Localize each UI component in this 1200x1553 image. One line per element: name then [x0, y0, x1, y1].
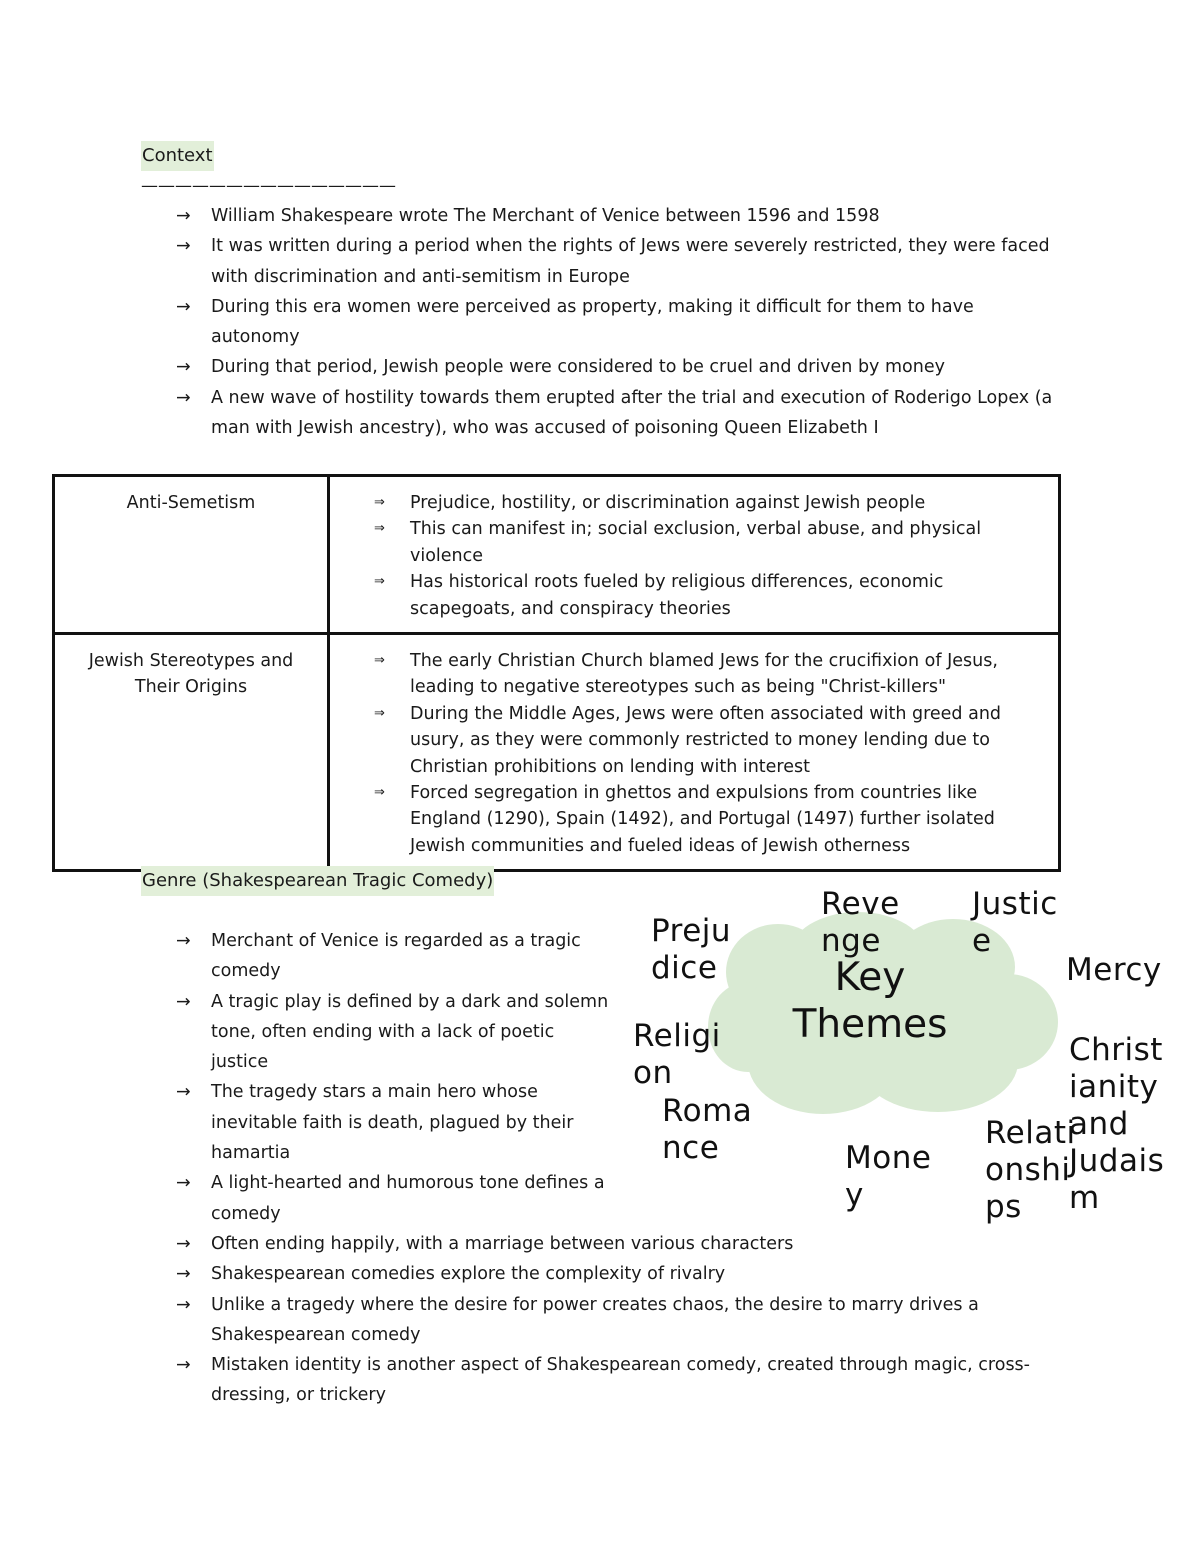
theme-christianity-and-judaism: Christ ianity and Judais m: [1069, 1032, 1165, 1216]
genre-bullet: [141, 1168, 611, 1229]
genre-bullet: [141, 1077, 611, 1168]
context-bullet: [141, 231, 1061, 292]
genre-bullet-text: Merchant of Venice is regarded as a tragic comedy: [211, 931, 581, 982]
genre-bullet-text: The tragedy stars a main hero whose inevitable faith is death, plagued by their hamartia: [211, 1082, 574, 1164]
context-bullet: [141, 383, 1061, 444]
heading-rule: ———————————————: [141, 176, 396, 196]
genre-bullet-text: Unlike a tragedy where the desire for power creates chaos, the desire to marry drives a Shakespearean comedy: [211, 1294, 979, 1345]
genre-bullet-text: Mistaken identity is another aspect of Shakespearean comedy, created through magic, cross-dressing, or trickery: [211, 1355, 1030, 1406]
genre-bullet: [141, 1259, 1061, 1289]
genre-bullet-list-narrow: [141, 926, 611, 1229]
arrow-icon: →: [176, 296, 191, 317]
table-description-cell: [329, 476, 1060, 634]
context-bullet-text: William Shakespeare wrote The Merchant of Venice between 1596 and 1598: [211, 206, 880, 226]
double-arrow-icon: ⇒: [374, 705, 385, 721]
arrow-icon: →: [176, 357, 191, 378]
arrow-icon: →: [176, 387, 191, 408]
context-bullet-text: During that period, Jewish people were considered to be cruel and driven by money: [211, 357, 945, 378]
arrow-icon: →: [176, 206, 191, 226]
genre-bullet-text: A light-hearted and humorous tone defines a comedy: [211, 1173, 605, 1224]
context-bullet: [141, 201, 1061, 231]
genre-bullet: [141, 1290, 1061, 1351]
theme-relationships: Relati onshi ps: [985, 1115, 1076, 1225]
arrow-icon: →: [176, 1234, 191, 1254]
table-point-text: Prejudice, hostility, or discrimination against Jewish people: [410, 493, 926, 513]
double-arrow-icon: ⇒: [374, 785, 385, 801]
key-themes-line2: Themes: [792, 1002, 948, 1047]
table-point-text: The early Christian Church blamed Jews for the crucifixion of Jesus, leading to negative stereotypes such as being "Christ-killers": [410, 651, 998, 698]
genre-bullet-text: Shakespearean comedies explore the complexity of rivalry: [211, 1264, 726, 1285]
genre-bullet-list-wide: [141, 1229, 1061, 1411]
arrow-icon: →: [176, 931, 191, 951]
double-arrow-icon: ⇒: [374, 521, 385, 537]
double-arrow-icon: ⇒: [374, 495, 385, 510]
table-point: [340, 701, 1044, 780]
table-description-cell: [329, 634, 1060, 871]
genre-heading: Genre (Shakespearean Tragic Comedy): [141, 866, 494, 896]
double-arrow-icon: ⇒: [374, 574, 385, 590]
table-point-text: Has historical roots fueled by religious differences, economic scapegoats, and conspiracy theories: [410, 572, 944, 619]
table-row: [54, 476, 1060, 634]
arrow-icon: →: [176, 236, 191, 257]
table-row: [54, 634, 1060, 871]
table-term: Anti-Semetism: [126, 493, 256, 513]
genre-bullet-text: A tragic play is defined by a dark and solemn tone, often ending with a lack of poetic justice: [211, 991, 609, 1073]
arrow-icon: →: [176, 991, 191, 1012]
table-term-cell: [54, 476, 329, 634]
table-point-text: During the Middle Ages, Jews were often associated with greed and usury, as they were commonly restricted to money lending due to Christian prohibitions on lending with interest: [410, 703, 1002, 777]
theme-romance: Roma nce: [662, 1093, 753, 1166]
context-bullet: [141, 352, 1061, 382]
table-point-list: [340, 648, 1044, 859]
context-bullet: [141, 292, 1061, 353]
context-bullet-text: During this era women were perceived as property, making it difficult for them to have autonomy: [211, 296, 974, 348]
context-table: [52, 474, 1061, 872]
theme-prejudice: Preju dice: [651, 913, 732, 986]
theme-mercy: Mercy: [1066, 952, 1162, 988]
genre-bullet-text: Often ending happily, with a marriage between various characters: [211, 1234, 794, 1254]
genre-bullet: [141, 1350, 1061, 1411]
table-point-text: This can manifest in; social exclusion, verbal abuse, and physical violence: [410, 519, 982, 566]
table-point: [340, 569, 1044, 622]
theme-revenge: Reve nge: [821, 886, 900, 959]
table-point: [340, 490, 1044, 516]
context-bullet-list: [141, 201, 1061, 443]
arrow-icon: →: [176, 1173, 191, 1194]
table-point: [340, 648, 1044, 701]
context-heading: Context: [141, 141, 214, 171]
arrow-icon: →: [176, 1355, 191, 1376]
table-term: Jewish Stereotypes and Their Origins: [88, 651, 294, 698]
genre-bullet: [141, 1229, 1061, 1259]
context-bullet-text: It was written during a period when the rights of Jews were severely restricted, they were faced with discrimination and anti-semitism in Europe: [211, 236, 1050, 287]
theme-justice: Justic e: [972, 886, 1058, 959]
double-arrow-icon: ⇒: [374, 653, 385, 669]
theme-religion: Religi on: [633, 1018, 721, 1091]
key-themes-line1: Key: [834, 955, 906, 1000]
table-point: [340, 780, 1044, 859]
table-point-list: [340, 490, 1044, 622]
key-themes-label: [757, 954, 983, 1048]
arrow-icon: →: [176, 1294, 191, 1315]
table-point: [340, 516, 1044, 569]
arrow-icon: →: [176, 1264, 191, 1285]
table-point-text: Forced segregation in ghettos and expulsions from countries like England (1290), Spain (1492), and Portugal (1497) further isolated Jewish communities and fueled ideas of Jewish otherness: [410, 783, 995, 856]
context-bullet-text: A new wave of hostility towards them erupted after the trial and execution of Roderigo Lopex (a man with Jewish ancestry), who was accused of poisoning Queen Elizabeth I: [211, 387, 1053, 439]
theme-money: Mone y: [845, 1140, 932, 1213]
genre-bullet: [141, 926, 611, 987]
genre-bullet: [141, 987, 611, 1078]
arrow-icon: →: [176, 1082, 191, 1103]
table-term-cell: [54, 634, 329, 871]
